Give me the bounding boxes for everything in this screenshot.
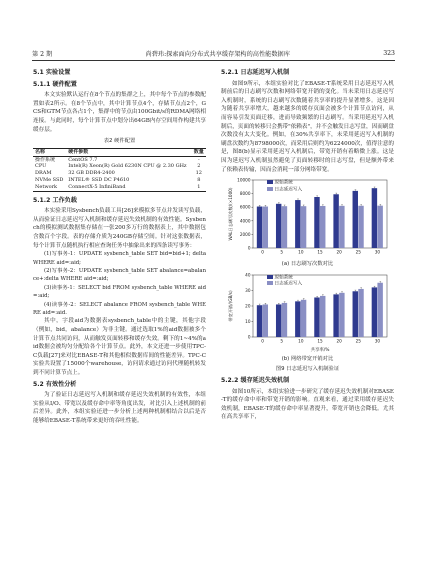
running-title: 尚碧玮:探索面向分布式共享缓存架构的高性能数据库 xyxy=(145,50,290,58)
table-cell: 32 GB DDR4-2400 xyxy=(68,170,115,177)
table-cell: 操作系统 xyxy=(35,156,56,163)
left-column xyxy=(33,66,206,425)
query-line: (4)读事务-2：SELECT abalance FROM sysbench_table WHERE aid=:aid. xyxy=(33,301,206,316)
figure-subcaption: (a) 日志刷写次数对比 xyxy=(281,261,334,268)
bar xyxy=(320,206,325,248)
bar xyxy=(281,303,286,337)
x-tick-label: 10 xyxy=(297,249,304,255)
bar xyxy=(377,206,382,248)
issue-label: 第 2 期 xyxy=(32,50,53,58)
bar xyxy=(352,291,357,337)
legend-item xyxy=(267,281,303,288)
query-line: (1)写事务-1：UPDATE sysbench_table SET bid=bid+1; delta WHERE aid=:aid; xyxy=(33,251,206,266)
bar xyxy=(371,188,376,248)
y-tick-label: 4000 xyxy=(239,218,250,224)
chart-a-svg xyxy=(223,176,393,258)
x-tick-label: 15 xyxy=(316,338,323,344)
legend-swatch xyxy=(267,281,273,285)
bar xyxy=(358,289,363,337)
query-line: (3)读事务-1：SELECT bid FROM sysbench_table WHERE aid=:aid; xyxy=(33,284,206,300)
table-cell: - xyxy=(197,156,200,163)
paragraph: 其中，字段aid为数据表sysbench_table中的主键，其他字段（例如，bid，abalance）为非主键。通过选取1%的aid数据被多个计算节点共同访问，从而触发页面转移和缓存失效。剩下的1~4%的aid数据会被均匀分配给各个计算节点。此外，本文还进一步使用TPC-C负载[27]来对比EBASE-T和其他相似数据库间的性能差异。TPC-C实验共设置了15000个warehouse，访问请求通过访问代理随机转发到不同计算节点上。 xyxy=(33,318,206,376)
figure-caption: 图9 日志延迟写入机制验证 xyxy=(275,366,340,373)
legend-label: 原始系统 xyxy=(274,180,293,186)
table-cell: 12 xyxy=(195,170,202,177)
legend-swatch xyxy=(267,180,273,184)
legend-item xyxy=(267,187,303,194)
header-rule xyxy=(32,60,395,61)
bar xyxy=(333,294,338,337)
paragraph: 如图10所示，本组实验进一步研究了缓存延迟失效机制对EBASE-T的缓存命中率和带宽开销的影响。直观来看，通过采用缓存延迟失效机制，EBASE-T的缓存命中率显著提升，带宽开销也会降低。尤其在高共享率下， xyxy=(221,388,394,421)
bar xyxy=(339,206,344,248)
bar xyxy=(377,282,382,336)
x-tick-label: 0 xyxy=(260,249,264,255)
bar xyxy=(314,197,319,248)
section-heading: 5.1 实验设置 xyxy=(33,69,71,76)
x-tick-label: 5 xyxy=(279,249,283,255)
figure-b xyxy=(223,271,393,353)
table-header-cell: 硬件参数 xyxy=(68,148,89,155)
x-tick-label: 0 xyxy=(260,338,264,344)
paragraph: 本文实验默认运行在8个节点的集群之上，其中每个节点的参数配置如表2所示。在8个节点中，其中计算节点4个，存储节点点2个，GCS和GTM节点各占1个，集群中的节点由100Gbit/s的RDMA网络相连接。与此同时，每个计算节点中划分出64GB内存空间用作构建共享缓存层。 xyxy=(33,92,206,133)
legend-swatch xyxy=(267,275,273,279)
y-tick-label: 20 xyxy=(244,303,250,309)
bar xyxy=(262,207,267,248)
table-header-cell: 数量 xyxy=(193,148,204,155)
legend-label: 日志延迟写入 xyxy=(274,281,303,287)
x-axis-label: 共享率/% xyxy=(310,347,329,353)
x-tick-label: 30 xyxy=(374,249,380,255)
x-tick-label: 25 xyxy=(355,249,361,255)
table-row xyxy=(33,184,206,191)
bar xyxy=(371,287,376,337)
table-cell: Network xyxy=(35,183,58,190)
bar xyxy=(295,301,300,337)
chart-b-legend xyxy=(267,275,303,288)
y-axis-label: 带宽开销/(GB/s) xyxy=(227,290,233,322)
table-row xyxy=(33,163,206,170)
table-cell: NVMe SSD xyxy=(35,176,64,183)
table-cell: 1 xyxy=(197,183,201,190)
bar xyxy=(300,206,305,248)
bar xyxy=(281,206,286,248)
x-tick-label: 25 xyxy=(355,338,361,344)
bar xyxy=(358,206,363,248)
table-cell: DRAM xyxy=(35,170,52,177)
table-cell: INTEL® SSD DC P4610 xyxy=(68,176,130,183)
subsection-heading: 5.2.2 缓存延迟失效机制 xyxy=(221,376,290,384)
table-row xyxy=(33,170,206,177)
x-tick-label: 30 xyxy=(374,338,380,344)
paragraph: 为了验证日志延迟写入机制和缓存延迟失效机制的有效性，本组实验从I/O、带宽以及缓存命中率等角度出发，对比引入上述机制的前后差异。此外，本组实验还进一步分析上述两种机制相结合以后是否能够给EBASE-T系统带来更好的吞吐性能。 xyxy=(33,392,206,424)
table-cell: ConnectX-5 InfiniBand xyxy=(68,183,126,190)
bar xyxy=(339,293,344,337)
table-header-cell: 名称 xyxy=(35,148,46,155)
bar xyxy=(300,300,305,337)
table-cell: CPU xyxy=(35,163,47,170)
y-tick-label: 40 xyxy=(244,272,250,278)
bar xyxy=(275,204,280,248)
chart-b-svg xyxy=(223,271,393,353)
y-tick-label: 10 xyxy=(244,318,250,324)
hardware-table xyxy=(33,148,206,192)
right-column xyxy=(221,66,394,422)
bar xyxy=(333,194,338,248)
legend-label: 日志延迟写入 xyxy=(274,187,303,193)
bar xyxy=(314,297,319,337)
table-cell: 2 xyxy=(197,163,201,170)
legend-label: 原始系统 xyxy=(274,275,293,281)
table-caption: 表2 硬件配置 xyxy=(103,138,136,145)
page-header xyxy=(32,47,395,59)
y-tick-label: 0 xyxy=(247,245,250,251)
bar xyxy=(275,304,280,337)
table-cell: Intel(R) Xeon(R) Gold 6230N CPU @ 2.30 GHz xyxy=(68,163,187,170)
table-cell: 8 xyxy=(197,176,201,183)
x-tick-label: 20 xyxy=(335,249,342,255)
bar xyxy=(320,296,325,337)
legend-swatch xyxy=(267,187,273,191)
y-tick-label: 6000 xyxy=(239,204,250,210)
table-cell: CentOS 7.7 xyxy=(68,156,98,163)
page-number: 323 xyxy=(383,49,395,57)
bar xyxy=(256,305,261,337)
bar xyxy=(295,200,300,248)
chart-a-legend xyxy=(267,180,303,193)
table-row xyxy=(33,177,206,184)
table-header-row xyxy=(33,148,206,156)
y-tick-label: 10000 xyxy=(236,177,250,183)
y-axis-label: WAL日志刷写次数/(×1000) xyxy=(227,187,233,241)
subsection-heading: 5.2.1 日志延迟写入机制 xyxy=(221,69,290,76)
bar xyxy=(256,207,261,248)
subsection-heading: 5.1.2 工作负载 xyxy=(33,196,77,204)
subsection-heading: 5.1.1 硬件配置 xyxy=(33,80,77,88)
figure-a xyxy=(223,176,393,258)
y-tick-label: 8000 xyxy=(239,191,250,197)
bar xyxy=(262,304,267,337)
figure-subcaption: (b) 网络带宽开销对比 xyxy=(281,355,334,362)
x-tick-label: 10 xyxy=(297,338,304,344)
paragraph: 本实验采用Sysbench负载工具[26]来模拟多节点并发读写负载，从而验证日志延迟写入机制和缓存延迟失效机制的有效性能。Sysbench的模拟测试数据集存储在一张200多万行的数据表上，其中数据包含数百个字段。表的存储介质为240GB存储空间。针对这张数据表，每个计算节点随机执行相应查询任务中抽象出来的四条读写事务： xyxy=(33,208,206,249)
section-heading: 5.2 有效性分析 xyxy=(33,380,77,388)
y-tick-label: 30 xyxy=(244,287,250,293)
paragraph: 如图9所示，本组实验对比了EBASE-T系统采用日志延迟写入机制前后的日志刷写次数和网络带宽开销的变化。当未采用日志延迟写入机制时，系统的日志刷写次数随着共享率的提升显著增多。这是因为随着共享率增大，越来越多的缓存页面会被多个计算节点访问，从而容易引发页面迁移，进而导致频繁的日志刷写。当采用延迟写入机制后，页面的转移只会携带"依赖表"，并不会触发日志写盘，因而刷盘次数没有太大变化。例如，在30%共享率下，未采用延迟写入机制的刷盘次数约为8798000次，而采用后则约为6224000次，值得注意的是，图8(b)显示采用延迟写入机制后，带宽开销有着略微上涨。这是因为延迟写入机制虽然避免了页面转移时的日志写盘，但是额外带来了依赖表传输，因而会消耗一部分网络带宽。 xyxy=(221,80,394,173)
x-tick-label: 5 xyxy=(279,338,283,344)
bar xyxy=(352,191,357,248)
x-tick-label: 20 xyxy=(335,338,342,344)
x-tick-label: 15 xyxy=(316,249,323,255)
y-tick-label: 2000 xyxy=(239,232,250,238)
query-line: (2)写事务-2：UPDATE sysbench_table SET abalance=abalance+:delta WHERE aid=:aid; xyxy=(33,267,206,283)
y-tick-label: 0 xyxy=(247,334,250,340)
